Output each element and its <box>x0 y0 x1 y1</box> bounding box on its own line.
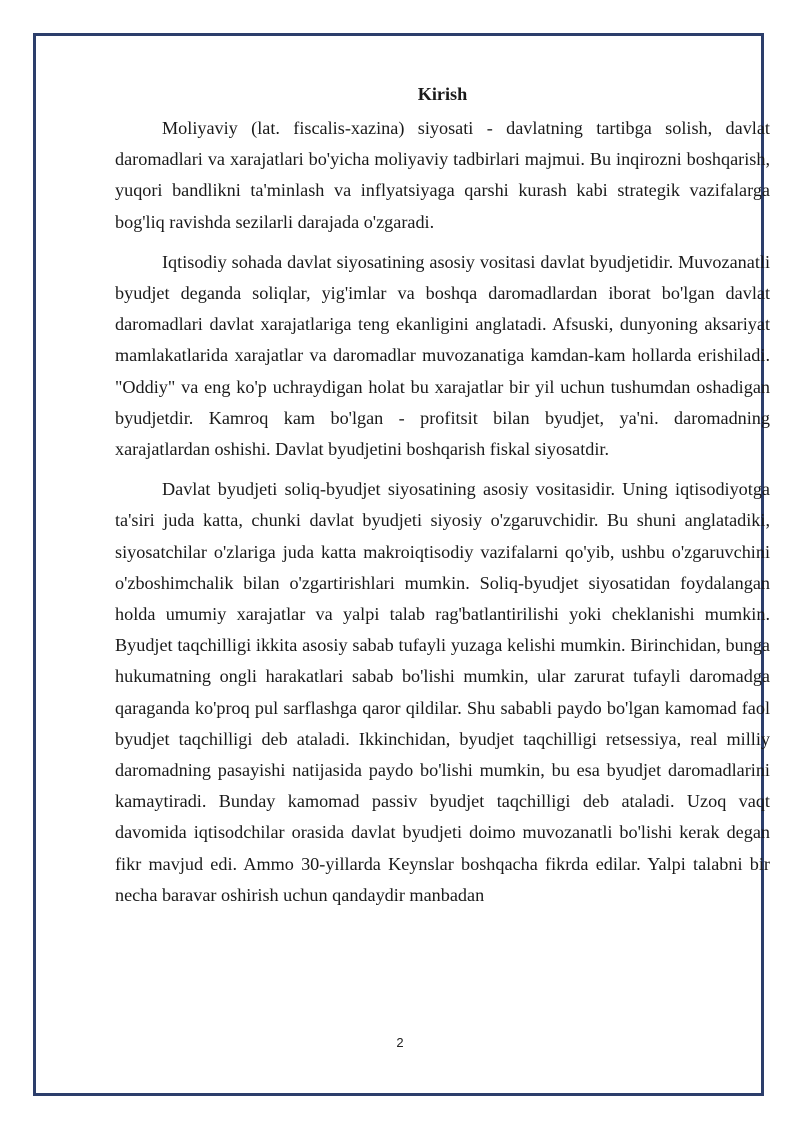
paragraph-3: Davlat byudjeti soliq-byudjet siyosatining asosiy vositasidir. Uning iqtisodiyotga ta'siri juda katta, chunki davlat byudjeti siyosiy o'zgaruvchidir. Bu shuni anglatadiki, siyosatchilar o'zlariga juda katta makroiqtisodiy vazifalarni qo'yib, ushbu o'zgaruvchini o'zboshimchalik bilan o'zgartirishlari mumkin. Soliq-byudjet siyosatidan foydalangan holda umumiy xarajatlar va yalpi talab rag'batlantirilishi yoki cheklanishi mumkin. Byudjet taqchilligi ikkita asosiy sabab tufayli yuzaga kelishi mumkin. Birinchidan, bunga hukumatning ongli harakatlari sabab bo'lishi mumkin, ular zarurat tufayli daromadga qaraganda ko'proq pul sarflashga qaror qildilar. Shu sababli paydo bo'lgan kamomad faol byudjet taqchilligi deb ataladi. Ikkinchidan, byudjet taqchilligi retsessiya, real milliy daromadning pasayishi natijasida paydo bo'lishi mumkin, bu esa byudjet daromadlarini kamaytiradi. Bunday kamomad passiv byudjet taqchilligi deb ataladi. Uzoq vaqt davomida iqtisodchilar orasida davlat byudjeti doimo muvozanatli bo'lishi kerak degan fikr mavjud edi. Ammo 30-yillarda Keynslar boshqacha fikrda edilar. Yalpi talabni bir necha baravar oshirish uchun qandaydir manbadan <box>115 479 770 905</box>
paragraph-1: Moliyaviy (lat. fiscalis-xazina) siyosati - davlatning tartibga solish, davlat daromadlari va xarajatlari bo'yicha moliyaviy tadbirlari majmui. Bu inqirozni boshqarish, yuqori bandlikni ta'minlash va inflyatsiyaga qarshi kurash kabi strategik vazifalarga bog'liq ravishda sezilarli darajada o'zgaradi. <box>115 118 770 232</box>
page-title: Kirish <box>417 84 468 104</box>
page-number: 2 <box>396 1035 404 1050</box>
document-body <box>115 78 770 920</box>
paragraph-2: Iqtisodiy sohada davlat siyosatining asosiy vositasi davlat byudjetidir. Muvozanatli byudjet deganda soliqlar, yig'imlar va boshqa daromadlardan iborat bo'lgan davlat daromadlari davlat xarajatlariga teng ekanligini anglatadi. Afsuski, dunyoning aksariyat mamlakatlarida xarajatlar va daromadlar muvozanatiga kamdan-kam hollarda erishiladi. "Oddiy" va eng ko'p uchraydigan holat bu xarajatlar bir yil uchun tushumdan oshadigan byudjetdir. Kamroq kam bo'lgan - profitsit bilan byudjet, ya'ni. daromadning xarajatlardan oshishi. Davlat byudjetini boshqarish fiskal siyosatdir. <box>115 251 770 460</box>
